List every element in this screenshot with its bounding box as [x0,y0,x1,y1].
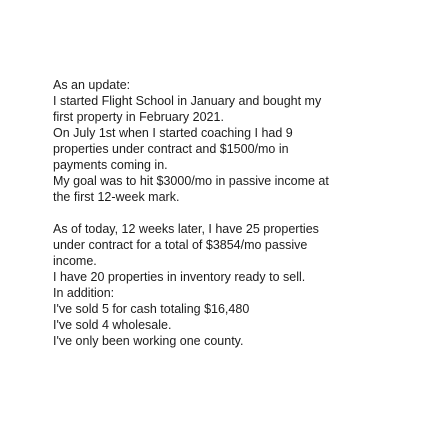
text-line: properties under contract and $1500/mo in [53,142,289,156]
text-line: income. [53,254,97,268]
text-line: I started Flight School in January and bought my [53,94,322,108]
text-line: As of today, 12 weeks later, I have 25 properties [53,222,319,236]
text-line: My goal was to hit $3000/mo in passive income at [53,174,329,188]
text-line: On July 1st when I started coaching I had 9 [53,126,293,140]
text-line: As an update: [53,78,131,92]
text-line: I've only been working one county. [53,334,244,348]
text-line: first property in February 2021. [53,110,224,124]
paragraph-spacer [53,205,393,221]
post-text [53,77,393,349]
text-line: payments coming in. [53,158,168,172]
text-line: under contract for a total of $3854/mo passive [53,238,308,252]
text-line: I have 20 properties in inventory ready to sell. [53,270,306,284]
text-line: In addition: [53,286,115,300]
text-line: I've sold 5 for cash totaling $16,480 [53,302,250,316]
text-line: I've sold 4 wholesale. [53,318,172,332]
text-line: the first 12-week mark. [53,190,180,204]
